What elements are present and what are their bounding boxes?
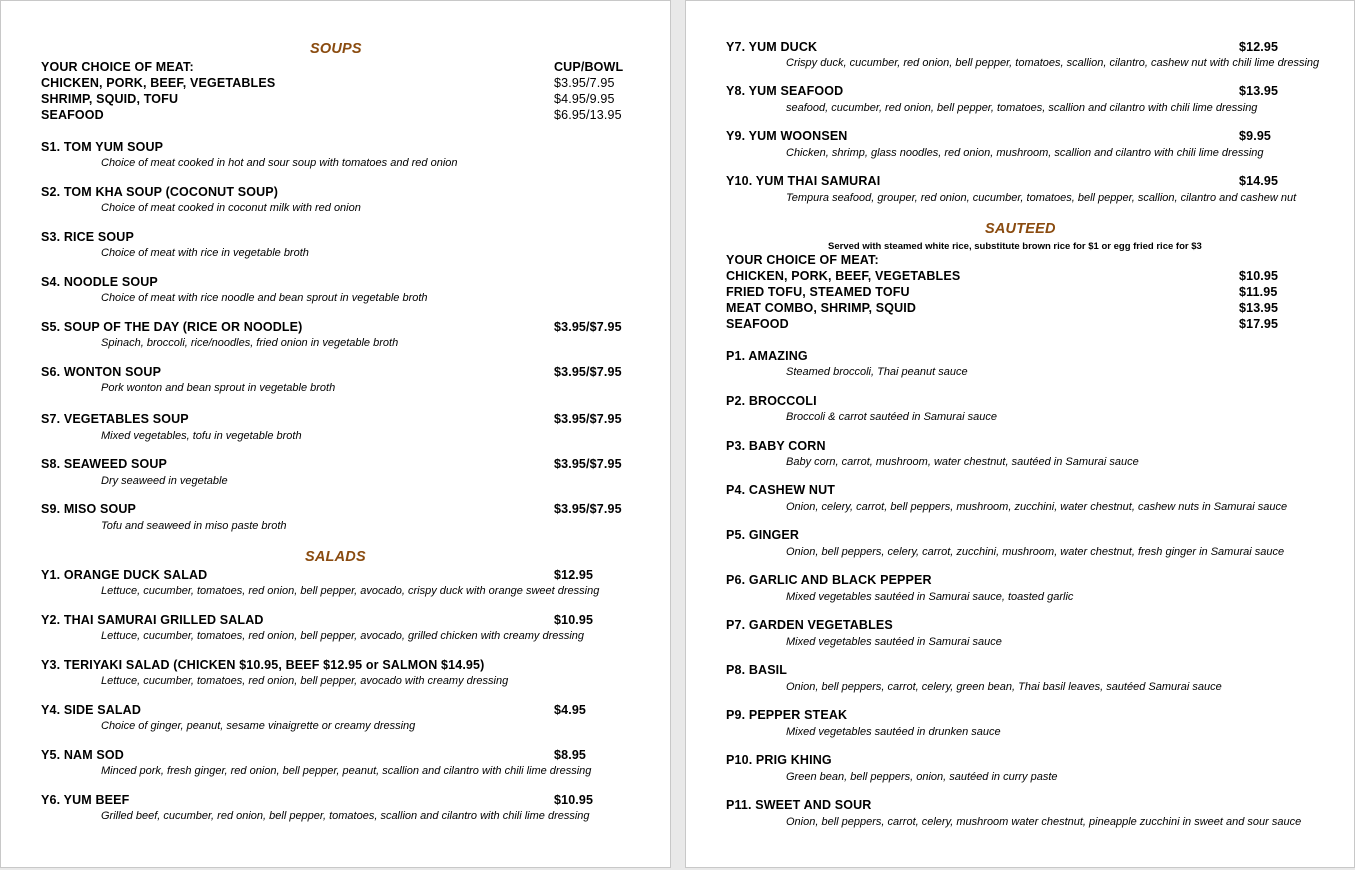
menu-item-name: Y4. SIDE SALAD [41, 703, 142, 717]
soups-meat-header [41, 60, 624, 74]
menu-item-name: S9. MISO SOUP [41, 502, 137, 516]
sauteed-title: SAUTEED [985, 221, 1056, 237]
menu-item-price: $12.95 [554, 568, 594, 582]
sauteed-meat-row [726, 285, 1278, 299]
menu-item-row [41, 320, 622, 334]
meat-label: SHRIMP, SQUID, TOFU [41, 92, 179, 106]
menu-item-row [726, 129, 1272, 143]
menu-item-desc: Lettuce, cucumber, tomatoes, red onion, bell pepper, avocado, grilled chicken with creamy dressing [101, 630, 585, 642]
menu-item-row [41, 793, 594, 807]
sauteed-meat-row [726, 269, 1279, 283]
menu-item-desc: Lettuce, cucumber, tomatoes, red onion, bell pepper, avocado, crispy duck with orange sweet dressing [101, 585, 600, 597]
menu-item-name: P8. BASIL [726, 663, 788, 677]
menu-item-desc: Onion, bell peppers, celery, carrot, zucchini, mushroom, water chestnut, fresh ginger in Samurai sauce [786, 546, 1285, 558]
meat-header-label: YOUR CHOICE OF MEAT: [41, 60, 194, 74]
menu-item-desc: Spinach, broccoli, rice/noodles, fried onion in vegetable broth [101, 337, 399, 349]
menu-item-row [41, 748, 587, 762]
menu-item-name: Y3. TERIYAKI SALAD (CHICKEN $10.95, BEEF $12.95 or SALMON $14.95) [41, 658, 485, 672]
menu-item-desc: Pork wonton and bean sprout in vegetable broth [101, 382, 336, 394]
menu-item-desc: Grilled beef, cucumber, red onion, bell pepper, tomatoes, scallion and cilantro with chili lime dressing [101, 810, 590, 822]
menu-item-desc: Onion, celery, carrot, bell peppers, mushroom, zucchini, water chestnut, cashew nuts in Samurai sauce [786, 501, 1288, 513]
sauteed-note: Served with steamed white rice, substitute brown rice for $1 or egg fried rice for $3 [828, 241, 1202, 252]
menu-item-price: $8.95 [554, 748, 587, 762]
menu-item-desc: Choice of meat cooked in coconut milk with red onion [101, 202, 361, 214]
menu-item-desc: Choice of meat with rice in vegetable broth [101, 247, 309, 259]
meat-price: $3.95/7.95 [554, 76, 615, 90]
menu-item-price: $3.95/$7.95 [554, 320, 622, 334]
menu-item-desc: Baby corn, carrot, mushroom, water chestnut, sautéed in Samurai sauce [786, 456, 1139, 468]
menu-item-name: P6. GARLIC AND BLACK PEPPER [726, 573, 932, 587]
menu-item-price: $10.95 [554, 793, 594, 807]
menu-item-desc: Crispy duck, cucumber, red onion, bell pepper, tomatoes, scallion, cilantro, cashew nut with chili lime dressing [786, 57, 1320, 69]
menu-item-row [41, 703, 587, 717]
meat-price: $6.95/13.95 [554, 108, 622, 122]
menu-item-desc: Choice of ginger, peanut, sesame vinaigrette or creamy dressing [101, 720, 416, 732]
menu-item-name: P3. BABY CORN [726, 439, 826, 453]
menu-item-desc: Onion, bell peppers, carrot, celery, mushroom water chestnut, pineapple zucchini in sweet and sour sauce [786, 816, 1302, 828]
sauteed-meat-row [726, 301, 1279, 315]
menu-item-name: Y6. YUM BEEF [41, 793, 130, 807]
menu-item-desc: Tofu and seaweed in miso paste broth [101, 520, 287, 532]
menu-item-name: Y9. YUM WOONSEN [726, 129, 848, 143]
salads-title: SALADS [305, 549, 366, 565]
menu-item-row [726, 84, 1279, 98]
menu-item-name: S2. TOM KHA SOUP (COCONUT SOUP) [41, 185, 279, 199]
menu-item-desc: Broccoli & carrot sautéed in Samurai sauce [786, 411, 997, 423]
menu-item-name: S4. NOODLE SOUP [41, 275, 158, 289]
menu-item-price: $10.95 [554, 613, 594, 627]
menu-item-name: S3. RICE SOUP [41, 230, 134, 244]
menu-item-name: P11. SWEET AND SOUR [726, 798, 872, 812]
menu-item-desc: Choice of meat cooked in hot and sour soup with tomatoes and red onion [101, 157, 458, 169]
menu-item-desc: Minced pork, fresh ginger, red onion, bell pepper, peanut, scallion and cilantro with chili lime dressing [101, 765, 592, 777]
menu-item-name: P2. BROCCOLI [726, 394, 817, 408]
menu-item-desc: Chicken, shrimp, glass noodles, red onion, mushroom, scallion and cilantro with chili lime dressing [786, 147, 1264, 159]
menu-item-name: S1. TOM YUM SOUP [41, 140, 164, 154]
meat-price: $4.95/9.95 [554, 92, 615, 106]
menu-item-price: $3.95/$7.95 [554, 365, 622, 379]
meat-label: SEAFOOD [41, 108, 104, 122]
menu-item-name: Y7. YUM DUCK [726, 40, 818, 54]
menu-item-name: Y1. ORANGE DUCK SALAD [41, 568, 208, 582]
menu-item-desc: Mixed vegetables sautéed in Samurai sauce [786, 636, 1002, 648]
menu-item-row [41, 412, 622, 426]
menu-item-desc: Choice of meat with rice noodle and bean sprout in vegetable broth [101, 292, 428, 304]
menu-item-name: Y10. YUM THAI SAMURAI [726, 174, 881, 188]
menu-item-price: $13.95 [1239, 84, 1279, 98]
menu-item-row [41, 502, 622, 516]
menu-item-price: $4.95 [554, 703, 587, 717]
menu-item-name: Y2. THAI SAMURAI GRILLED SALAD [41, 613, 264, 627]
meat-label: SEAFOOD [726, 317, 789, 331]
menu-item-price: $9.95 [1239, 129, 1272, 143]
menu-item-row [726, 40, 1279, 54]
menu-page-left [0, 0, 671, 868]
menu-item-name: S7. VEGETABLES SOUP [41, 412, 189, 426]
menu-item-price: $12.95 [1239, 40, 1279, 54]
menu-item-price: $14.95 [1239, 174, 1279, 188]
menu-item-name: Y5. NAM SOD [41, 748, 124, 762]
meat-price: $13.95 [1239, 301, 1279, 315]
menu-item-price: $3.95/$7.95 [554, 457, 622, 471]
sauteed-meat-header: YOUR CHOICE OF MEAT: [726, 253, 879, 267]
menu-item-desc: Steamed broccoli, Thai peanut sauce [786, 366, 968, 378]
soups-meat-row [41, 92, 615, 106]
menu-item-name: P4. CASHEW NUT [726, 483, 836, 497]
menu-item-desc: Mixed vegetables sautéed in Samurai sauce, toasted garlic [786, 591, 1074, 603]
meat-price: $11.95 [1239, 285, 1278, 299]
meat-label: CHICKEN, PORK, BEEF, VEGETABLES [726, 269, 961, 283]
menu-item-row [41, 613, 594, 627]
menu-item-desc: Mixed vegetables sautéed in drunken sauce [786, 726, 1001, 738]
menu-item-name: P5. GINGER [726, 528, 800, 542]
meat-price: $17.95 [1239, 317, 1279, 331]
menu-item-name: S5. SOUP OF THE DAY (RICE OR NOODLE) [41, 320, 303, 334]
soups-title: SOUPS [310, 41, 362, 57]
menu-item-row [41, 365, 622, 379]
menu-page-right [685, 0, 1355, 868]
sauteed-meat-row [726, 317, 1279, 331]
menu-item-row [41, 568, 594, 582]
menu-item-name: S8. SEAWEED SOUP [41, 457, 168, 471]
menu-item-desc: Mixed vegetables, tofu in vegetable broth [101, 430, 302, 442]
size-header: CUP/BOWL [554, 60, 624, 74]
menu-item-name: P9. PEPPER STEAK [726, 708, 848, 722]
menu-item-desc: seafood, cucumber, red onion, bell pepper, tomatoes, scallion and cilantro with chili lime dressing [786, 102, 1258, 114]
menu-item-desc: Green bean, bell peppers, onion, sautéed in curry paste [786, 771, 1058, 783]
menu-item-name: S6. WONTON SOUP [41, 365, 162, 379]
menu-item-row [41, 457, 622, 471]
meat-label: MEAT COMBO, SHRIMP, SQUID [726, 301, 917, 315]
meat-label: CHICKEN, PORK, BEEF, VEGETABLES [41, 76, 276, 90]
menu-item-desc: Tempura seafood, grouper, red onion, cucumber, tomatoes, bell pepper, scallion, cilantro and cashew nut [786, 192, 1297, 204]
menu-item-price: $3.95/$7.95 [554, 412, 622, 426]
soups-meat-row [41, 76, 615, 90]
meat-price: $10.95 [1239, 269, 1279, 283]
meat-label: FRIED TOFU, STEAMED TOFU [726, 285, 910, 299]
menu-item-name: P1. AMAZING [726, 349, 808, 363]
menu-item-name: Y8. YUM SEAFOOD [726, 84, 844, 98]
menu-item-price: $3.95/$7.95 [554, 502, 622, 516]
menu-item-row [726, 174, 1279, 188]
menu-item-name: P7. GARDEN VEGETABLES [726, 618, 893, 632]
menu-item-desc: Dry seaweed in vegetable [101, 475, 228, 487]
menu-item-name: P10. PRIG KHING [726, 753, 832, 767]
menu-item-desc: Lettuce, cucumber, tomatoes, red onion, bell pepper, avocado with creamy dressing [101, 675, 509, 687]
soups-meat-row [41, 108, 622, 122]
menu-item-desc: Onion, bell peppers, carrot, celery, green bean, Thai basil leaves, sautéed Samurai sauce [786, 681, 1222, 693]
